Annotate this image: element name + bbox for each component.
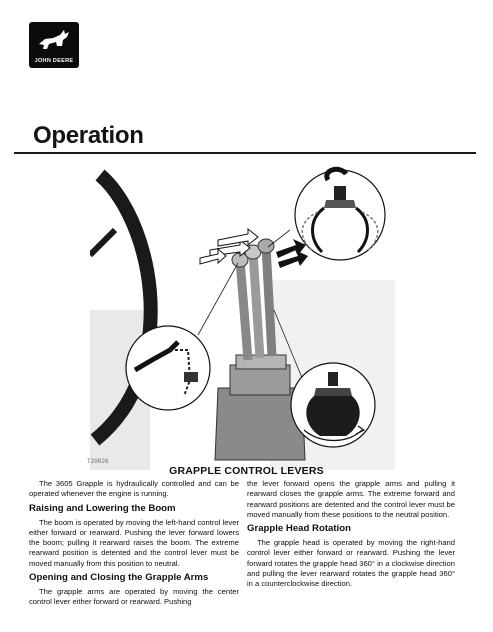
left-column [29, 479, 239, 611]
page-title: Operation [33, 122, 144, 149]
grapple-arms-inset [295, 169, 385, 260]
figure-code: T20026 [87, 458, 109, 465]
heading-boom: Raising and Lowering the Boom [29, 502, 176, 514]
right-column [247, 479, 455, 593]
boom-paragraph: The boom is operated by moving the left-hand control lever either forward or rearward. Pushing the lever forward lowers the boom; pulling it rearward raises the boom. The extreme rearward position is detented and the control lever must be moved manually from this position to neutral. [29, 517, 239, 568]
logo-text: JOHN DEERE [34, 58, 74, 64]
arms-paragraph: The grapple arms are operated by moving the center control lever either forward or rearward. Pushing [29, 587, 239, 607]
heading-arms: Opening and Closing the Grapple Arms [29, 572, 209, 584]
john-deere-logo [29, 22, 79, 68]
heading-rotation: Grapple Head Rotation [247, 523, 351, 535]
figure-caption: GRAPPLE CONTROL LEVERS [169, 465, 324, 477]
grapple-control-levers-illustration [90, 160, 395, 470]
rotation-paragraph: The grapple head is operated by moving the right-hand control lever either forward or rearward. Pushing the lever forward rotates the grapple head 360° in a clockwise direction and pulling the lever rearward rotates the grapple head 360° in a counterclockwise direction. [247, 538, 455, 589]
arms-paragraph-continued: the lever forward opens the grapple arms and pulling it rearward closes the grapple arms. The extreme forward and rearward positions are detented and the control lever must be moved manually from these positions to the neutral position. [247, 479, 455, 519]
boom-inset [126, 326, 210, 410]
title-rule [14, 152, 476, 154]
intro-paragraph: The 3605 Grapple is hydraulically controlled and can be operated whenever the engine is running. [29, 479, 239, 499]
grapple-rotation-inset [291, 363, 375, 447]
